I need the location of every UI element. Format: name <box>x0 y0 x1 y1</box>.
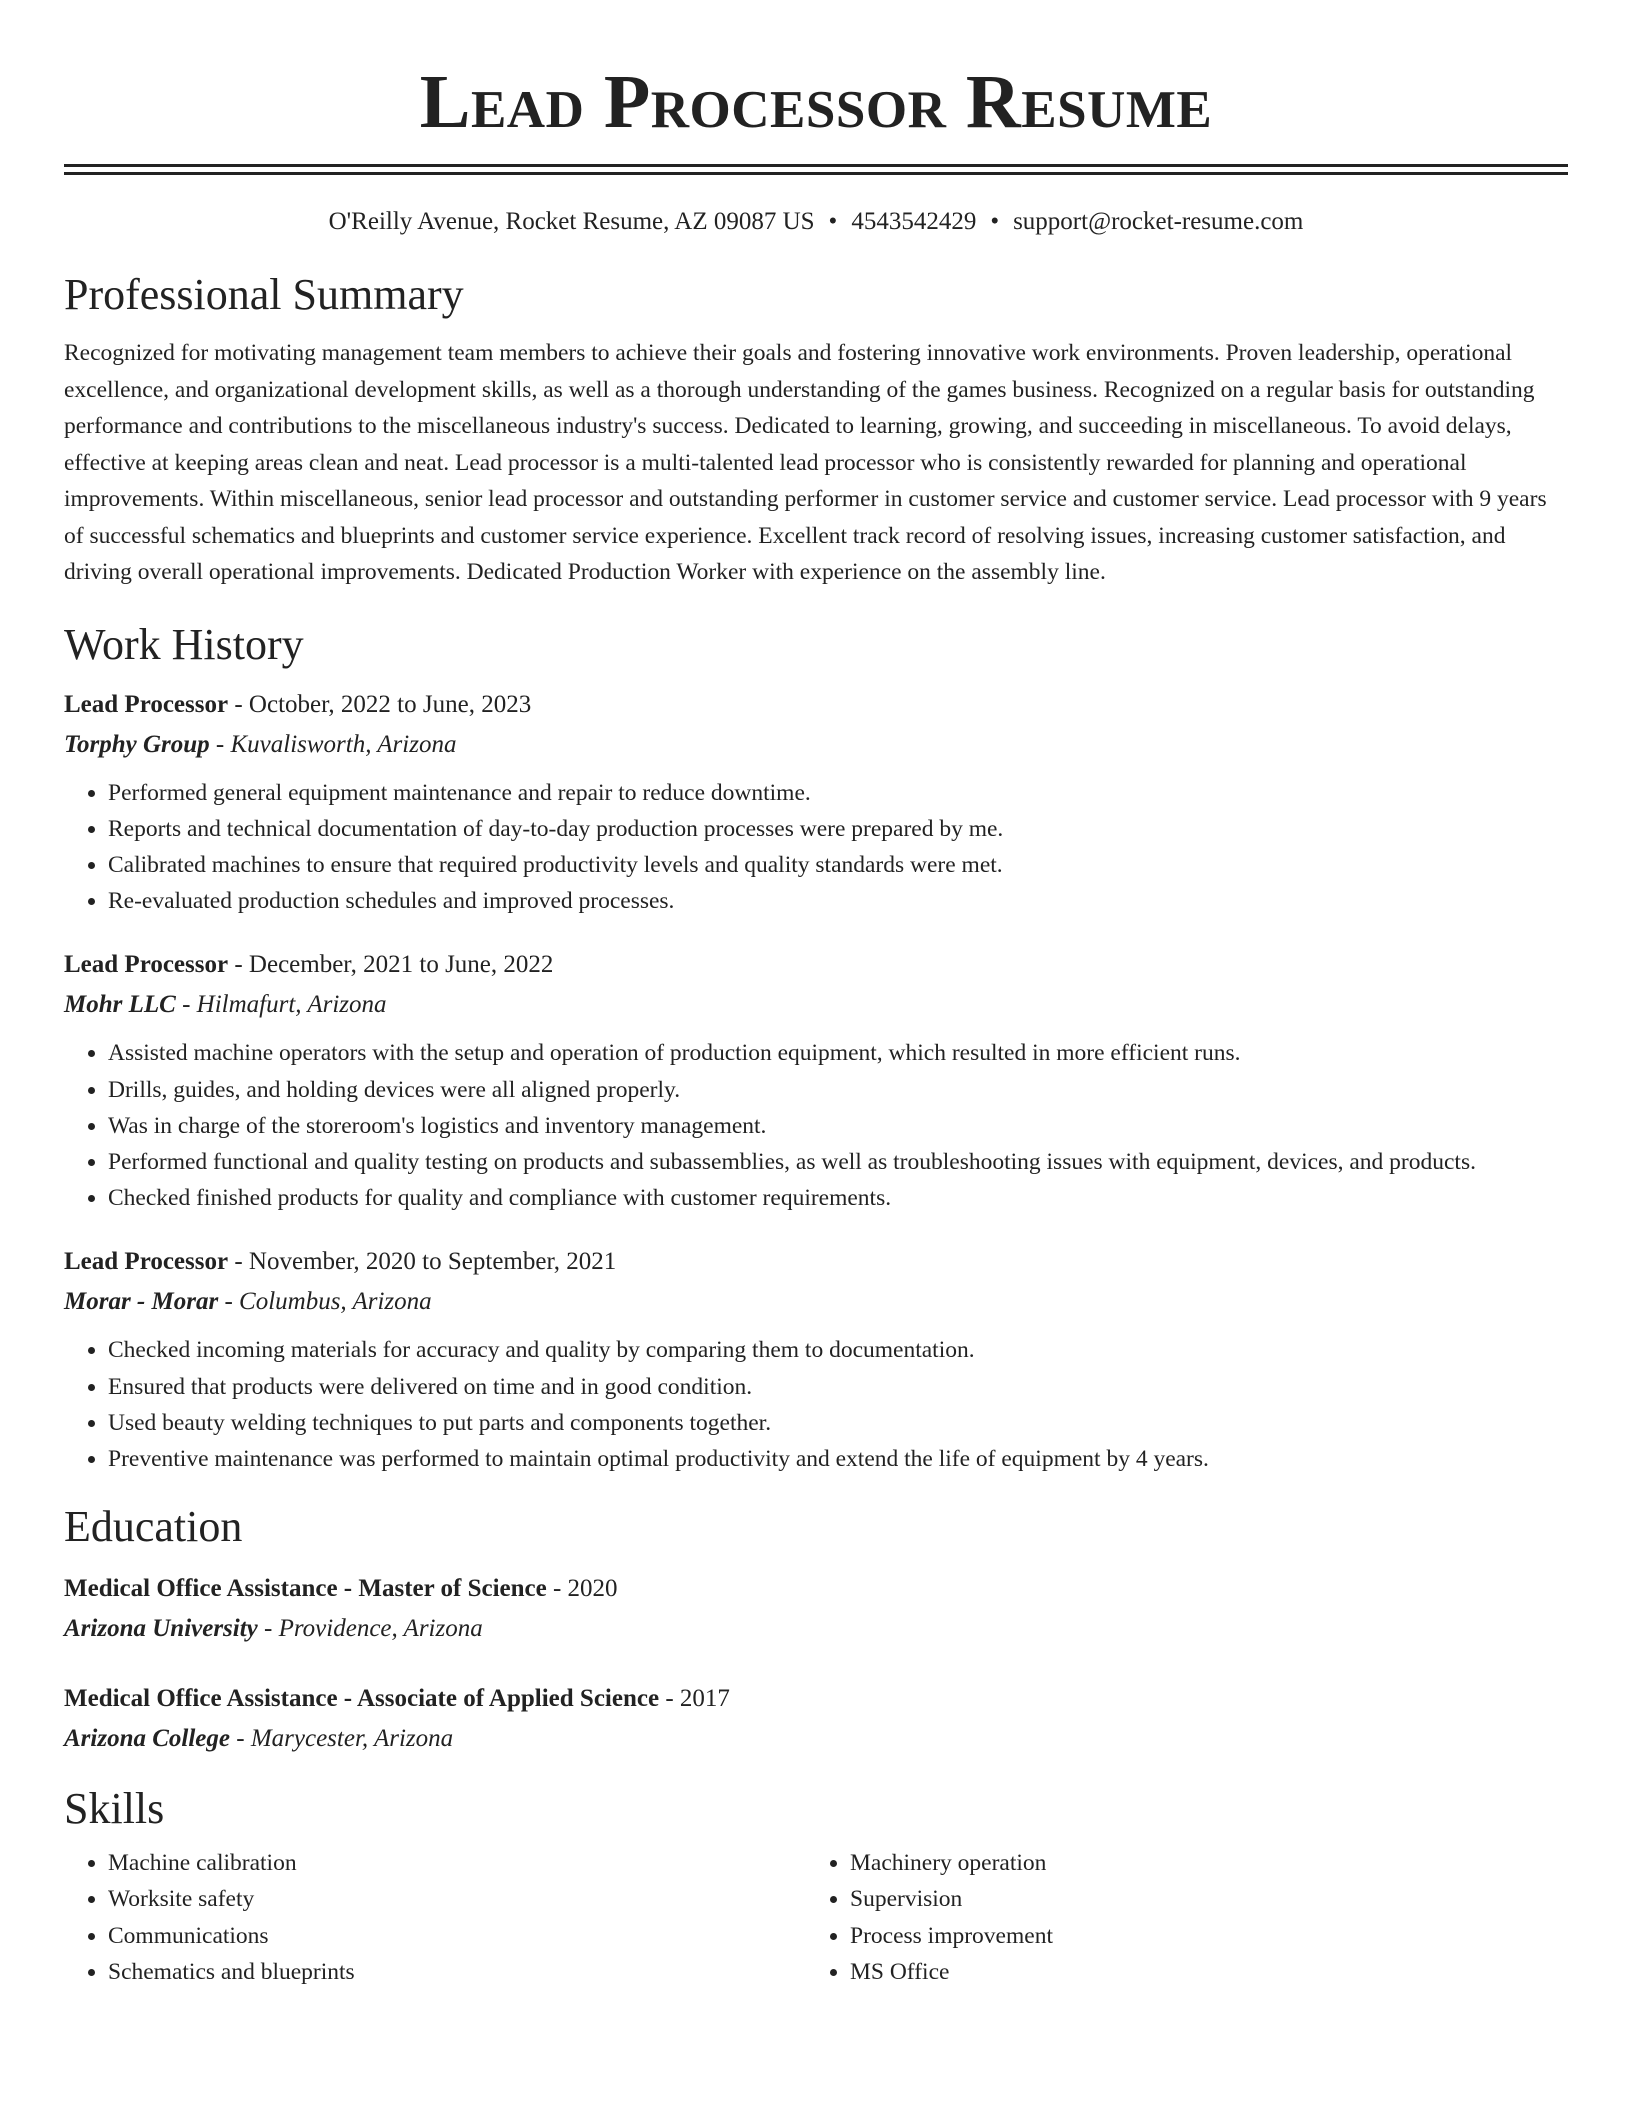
contact-phone: 4543542429 <box>851 208 977 235</box>
job-bullet: • Performed functional and quality testing on products and subassemblies, as well as troubleshooting issues with equipment, devices, and products. <box>108 1144 1568 1180</box>
job-bullet: • Was in charge of the storeroom's logistics and inventory management. <box>108 1108 1568 1144</box>
job-bullet-list <box>64 775 1568 920</box>
job-dates: - December, 2021 to June, 2022 <box>228 951 554 979</box>
education-location: - Providence, Arizona <box>257 1615 483 1643</box>
education-year: - 2017 <box>659 1685 730 1713</box>
title-double-rule <box>64 164 1568 175</box>
job-bullet: • Preventive maintenance was performed to maintain optimal productivity and extend the life of equipment by 4 years. <box>108 1441 1568 1477</box>
skill-item: • Machinery operation <box>850 1845 1548 1881</box>
skill-item: • Worksite safety <box>108 1881 806 1917</box>
skill-item: • MS Office <box>850 1954 1548 1990</box>
contact-line <box>64 205 1568 239</box>
summary-heading: Professional Summary <box>64 270 464 319</box>
education-year: - 2020 <box>546 1575 618 1603</box>
resume-title: Lead Processor Resume <box>419 60 1213 144</box>
job-bullet: • Used beauty welding techniques to put parts and components together. <box>108 1405 1568 1441</box>
job-company: Torphy Group <box>64 730 210 758</box>
job-bullet: • Drills, guides, and holding devices were all aligned properly. <box>108 1072 1568 1108</box>
education-location: - Marycester, Arizona <box>230 1725 454 1753</box>
skills-list-left <box>64 1845 806 1990</box>
skill-item: • Supervision <box>850 1881 1548 1917</box>
job-header <box>64 685 1568 725</box>
job-bullet-list <box>64 1332 1568 1477</box>
job-bullet: • Reports and technical documentation of day-to-day production processes were prepared by me. <box>108 811 1568 847</box>
education-school: Arizona University <box>64 1615 258 1643</box>
job-header <box>64 945 1568 985</box>
education-entry <box>64 1679 1568 1759</box>
job-bullet: • Checked finished products for quality and compliance with customer requirements. <box>108 1180 1568 1216</box>
contact-separator: • <box>990 208 1000 235</box>
education-entry <box>64 1569 1568 1649</box>
education-header <box>64 1679 1568 1719</box>
job-dates: - October, 2022 to June, 2023 <box>228 690 532 718</box>
job-company-line <box>64 1282 1568 1322</box>
skills-heading: Skills <box>64 1784 165 1834</box>
job-company: Mohr LLC <box>64 991 176 1019</box>
job-bullet: • Performed general equipment maintenance and repair to reduce downtime. <box>108 775 1568 811</box>
skill-item: • Schematics and blueprints <box>108 1954 806 1990</box>
education-school: Arizona College <box>64 1725 230 1753</box>
job-entry <box>64 945 1568 1216</box>
job-entry <box>64 685 1568 920</box>
job-bullet: • Calibrated machines to ensure that required productivity levels and quality standards were met. <box>108 847 1568 883</box>
contact-address: O'Reilly Avenue, Rocket Resume, AZ 09087 US <box>328 208 815 235</box>
job-dates: - November, 2020 to September, 2021 <box>228 1248 617 1276</box>
education-heading: Education <box>64 1502 243 1552</box>
job-bullet: • Re-evaluated production schedules and improved processes. <box>108 883 1568 919</box>
contact-email: support@rocket-resume.com <box>1013 208 1304 235</box>
job-company-line <box>64 985 1568 1025</box>
skills-list-right <box>806 1845 1548 1990</box>
education-school-line <box>64 1719 1568 1759</box>
job-role: Lead Processor <box>64 951 229 979</box>
job-bullet: • Checked incoming materials for accuracy and quality by comparing them to documentation. <box>108 1332 1568 1368</box>
contact-separator: • <box>828 208 838 235</box>
job-role: Lead Processor <box>64 690 229 718</box>
job-company: Morar - Morar <box>64 1288 219 1316</box>
skill-item: • Machine calibration <box>108 1845 806 1881</box>
job-entry <box>64 1242 1568 1477</box>
job-location: - Columbus, Arizona <box>218 1288 432 1316</box>
skill-item: • Communications <box>108 1918 806 1954</box>
education-school-line <box>64 1609 1568 1649</box>
job-role: Lead Processor <box>64 1248 229 1276</box>
skills-columns <box>64 1845 1568 1990</box>
job-bullet: • Assisted machine operators with the setup and operation of production equipment, which resulted in more efficient runs. <box>108 1035 1568 1071</box>
education-degree: Medical Office Assistance - Master of Science <box>64 1575 547 1603</box>
job-bullet-list <box>64 1035 1568 1216</box>
education-header <box>64 1569 1568 1609</box>
job-company-line <box>64 725 1568 765</box>
education-degree: Medical Office Assistance - Associate of Applied Science <box>64 1685 660 1713</box>
job-location: - Hilmafurt, Arizona <box>175 991 387 1019</box>
job-bullet: • Ensured that products were delivered on time and in good condition. <box>108 1369 1568 1405</box>
work-history-heading: Work History <box>64 619 304 669</box>
job-location: - Kuvalisworth, Arizona <box>209 730 457 758</box>
skill-item: • Process improvement <box>850 1918 1548 1954</box>
summary-text: Recognized for motivating management team members to achieve their goals and fostering innovative work environments. Proven leadership, operational excellence, and organizational development skills, as well as a thorough understanding of the games business. Recognized on a regular basis for outstanding performance and contributions to the miscellaneous industry's success. Dedicated to learning, growing, and succeeding in miscellaneous. To avoid delays, effective at keeping areas clean and neat. Lead processor is a multi-talented lead processor who is consistently rewarded for planning and operational improvements. Within miscellaneous, senior lead processor and outstanding performer in customer service and customer service. Lead processor with 9 years of successful schematics and blueprints and customer service experience. Excellent track record of resolving issues, increasing customer satisfaction, and driving overall operational improvements. Dedicated Production Worker with experience on the assembly line. <box>64 340 1547 585</box>
job-header <box>64 1242 1568 1282</box>
